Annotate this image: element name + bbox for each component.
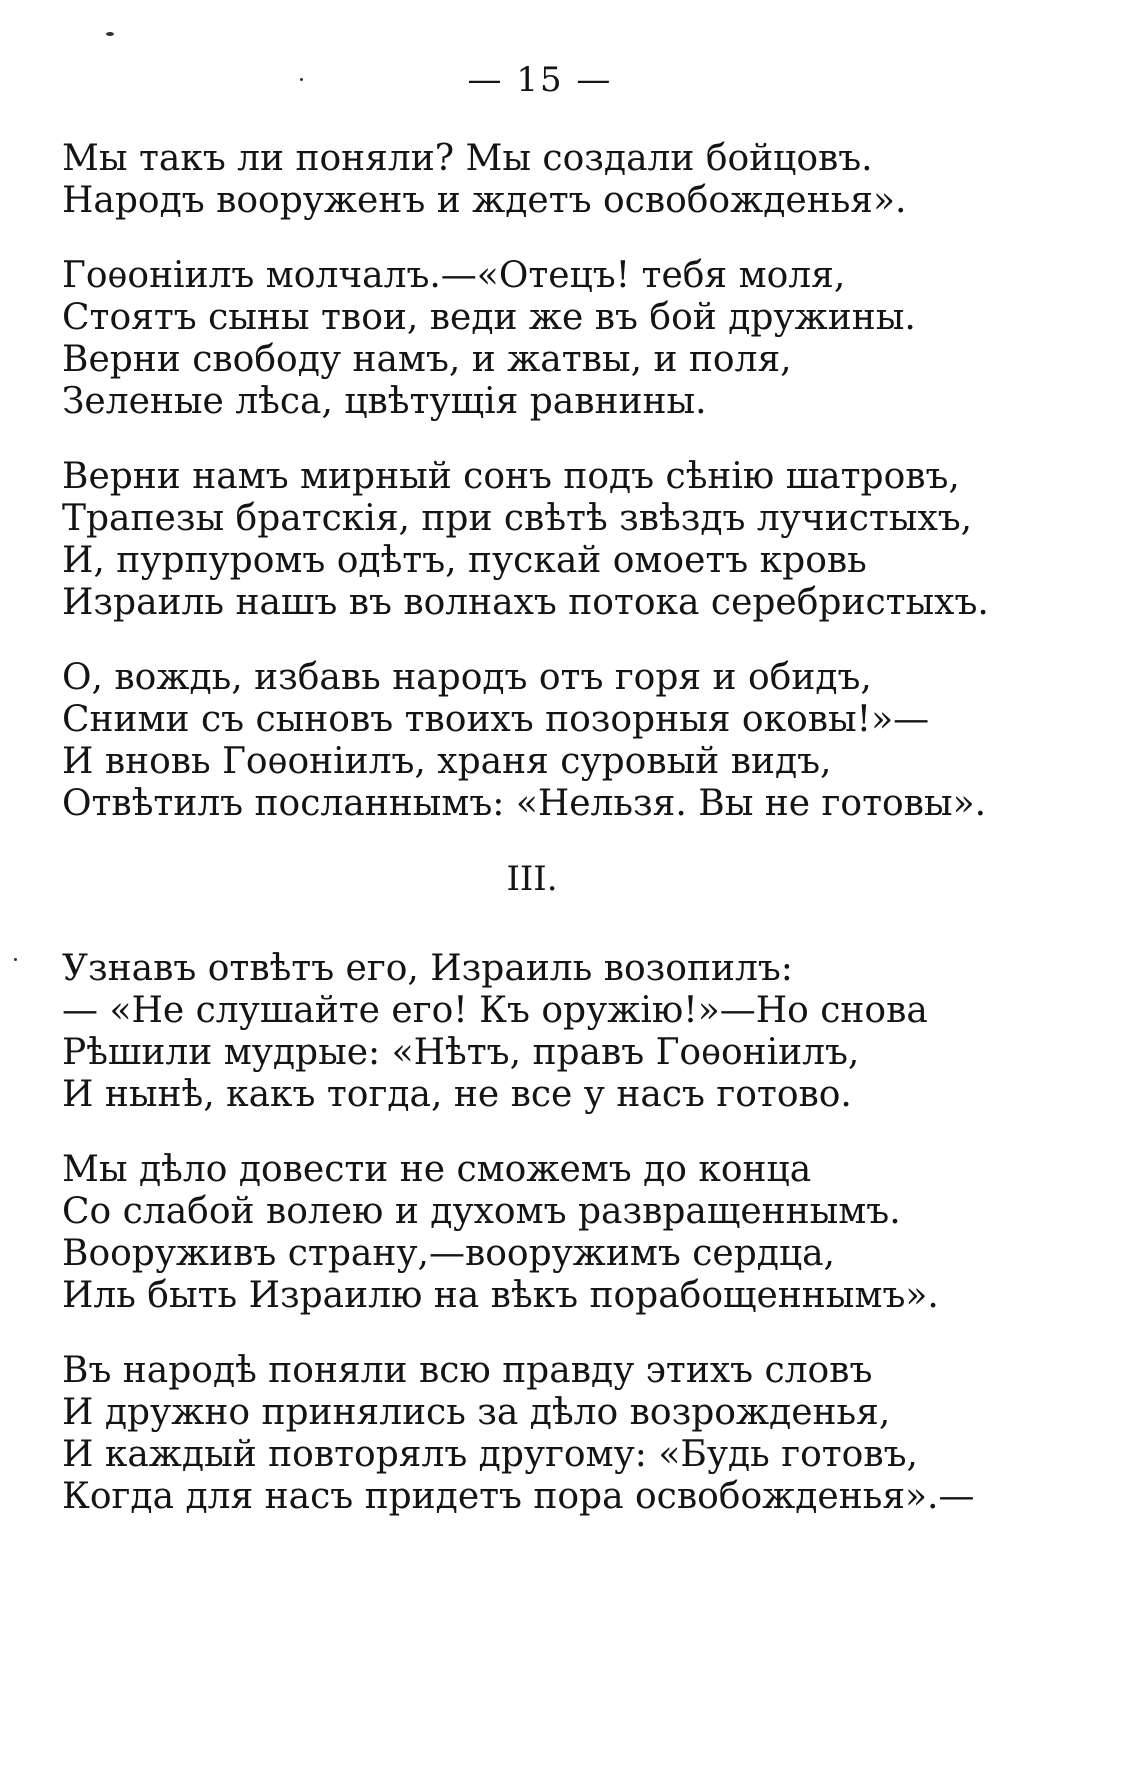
verse-line: Иль быть Израилю на вѣкъ порабощеннымъ».	[62, 1275, 939, 1316]
stanza	[62, 657, 1062, 825]
stanza	[62, 456, 1062, 624]
page-number: — 15 —	[467, 60, 613, 100]
print-speck	[106, 32, 114, 36]
verse-line: Мы такъ ли поняли? Мы создали бойцовъ.	[62, 138, 873, 179]
verse-line: Узнавъ отвѣтъ его, Израиль возопилъ:	[62, 948, 793, 989]
verse-line: И вновь Гоѳонiилъ, храня суровый видъ,	[62, 741, 832, 782]
verse-line: Верни намъ мирный сонъ подъ сѣнiю шатровъ,	[62, 456, 960, 497]
verse-line: Рѣшили мудрые: «Нѣтъ, правъ Гоѳонiилъ,	[62, 1032, 860, 1073]
section-heading: III.	[506, 859, 558, 899]
verse-line: Стоятъ сыны твои, веди же въ бой дружины.	[62, 297, 916, 338]
verse-line: И дружно принялись за дѣло возрожденья,	[62, 1392, 891, 1433]
print-speck	[14, 958, 17, 961]
verse-line: Гоѳонiилъ молчалъ.—«Отецъ! тебя моля,	[62, 255, 846, 296]
verse-line: Сними съ сыновъ твоихъ позорныя оковы!»—	[62, 699, 930, 740]
verse-line: И каждый повторялъ другому: «Будь готовъ,	[62, 1434, 918, 1475]
verse-line: Народъ вооруженъ и ждетъ освобожденья».	[62, 180, 907, 221]
verse-line: И, пурпуромъ одѣтъ, пускай омоетъ кровь	[62, 540, 867, 581]
verse-line: О, вождь, избавь народъ отъ горя и обидъ,	[62, 657, 872, 698]
verse-line: Вооруживъ страну,—вооружимъ сердца,	[62, 1233, 835, 1274]
stanza	[62, 255, 1062, 423]
verse-line: Мы дѣло довести не сможемъ до конца	[62, 1149, 812, 1190]
verse-line: Израиль нашъ въ волнахъ потока серебристыхъ.	[62, 582, 989, 623]
stanza	[62, 948, 1062, 1116]
stanza	[62, 1149, 1062, 1317]
verse-line: Со слабой волею и духомъ развращеннымъ.	[62, 1191, 901, 1232]
verse-line: Трапезы братскiя, при свѣтѣ звѣздъ лучистыхъ,	[62, 498, 973, 539]
stanza	[62, 1350, 1062, 1518]
verse-line: Когда для насъ придетъ пора освобожденья».—	[62, 1476, 975, 1517]
poem-text	[62, 138, 1062, 1551]
verse-line: Въ народѣ поняли всю правду этихъ словъ	[62, 1350, 873, 1391]
verse-line: Верни свободу намъ, и жатвы, и поля,	[62, 339, 792, 380]
verse-line: И нынѣ, какъ тогда, не все у насъ готово.	[62, 1074, 852, 1115]
verse-line: Отвѣтилъ посланнымъ: «Нельзя. Вы не готовы».	[62, 783, 987, 824]
verse-line: — «Не слушайте его! Къ оружiю!»—Но снова	[62, 990, 928, 1031]
verse-line: Зеленые лѣса, цвѣтущiя равнины.	[62, 381, 707, 422]
stanza	[62, 138, 1062, 222]
